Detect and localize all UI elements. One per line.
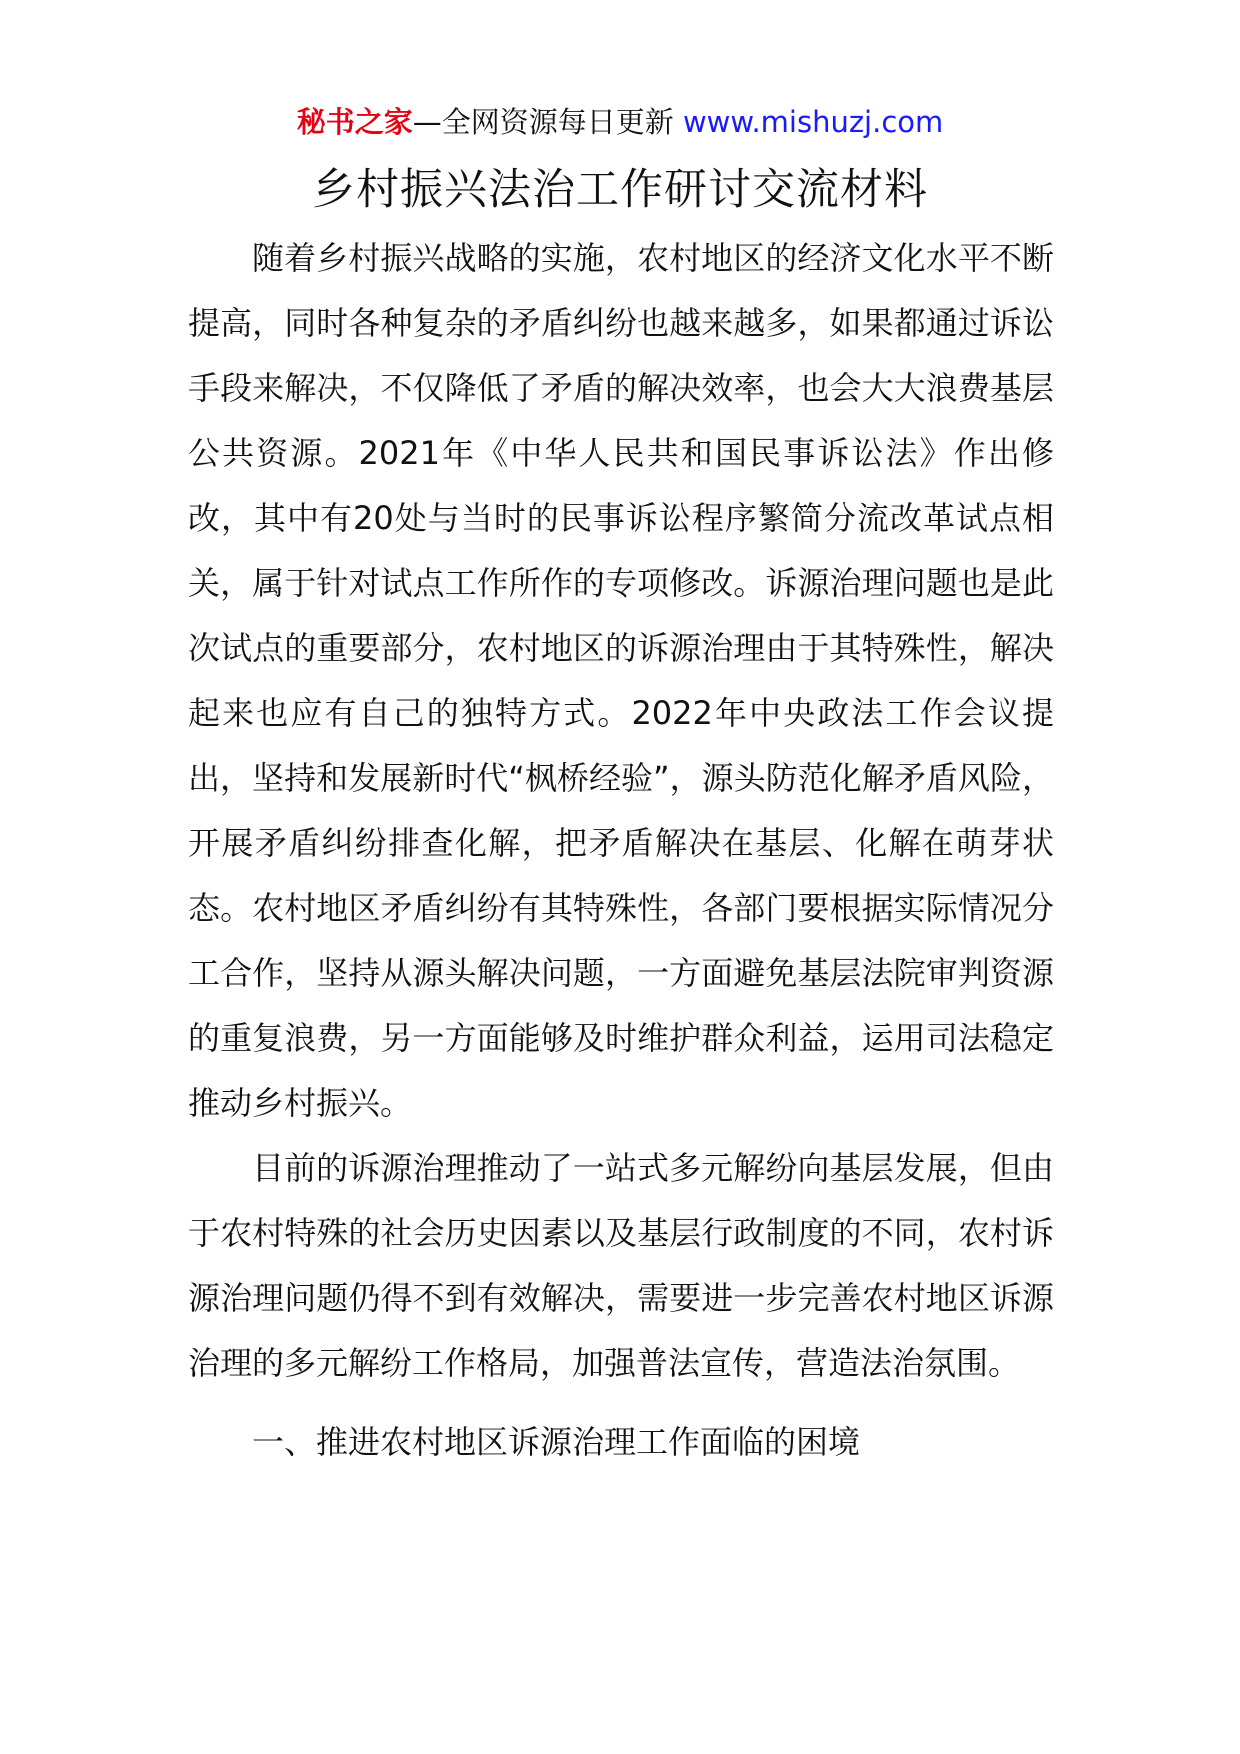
site-url-link[interactable]: www.mishuzj.com	[682, 105, 944, 139]
header-tagline: —全网资源每日更新	[412, 105, 674, 139]
document-title: 乡村振兴法治工作研讨交流材料	[312, 165, 928, 215]
body-paragraph-1: 随着乡村振兴战略的实施，农村地区的经济文化水平不断提高，同时各种复杂的矛盾纠纷也越来越多，如果都通过诉讼手段来解决，不仅降低了矛盾的解决效率，也会大大浪费基层公共资源。2021年《中华人民共和国民事诉讼法》作出修改，其中有20处与当时的民事诉讼程序繁简分流改革试点相关，属于针对试点工作所作的专项修改。诉源治理问题也是此次试点的重要部分，农村地区的诉源治理由于其特殊性，解决起来也应有自己的独特方式。2022年中央政法工作会议提出，坚持和发展新时代“枫桥经验”，源头防范化解矛盾风险，开展矛盾纠纷排查化解，把矛盾解决在基层、化解在萌芽状态。农村地区矛盾纠纷有其特殊性，各部门要根据实际情况分工合作，坚持从源头解决问题，一方面避免基层法院审判资源的重复浪费，另一方面能够及时维护群众利益，运用司法稳定推动乡村振兴。	[188, 239, 1054, 1122]
document-body	[188, 226, 1054, 1475]
section-heading: 一、推进农村地区诉源治理工作面临的困境	[252, 1423, 861, 1461]
brand-name: 秘书之家	[296, 105, 413, 139]
body-paragraph-2: 目前的诉源治理推动了一站式多元解纷向基层发展，但由于农村特殊的社会历史因素以及基层行政制度的不同，农村诉源治理问题仍得不到有效解决，需要进一步完善农村地区诉源治理的多元解纷工作格局，加强普法宣传，营造法治氛围。	[188, 1149, 1054, 1382]
site-header	[0, 102, 1240, 142]
